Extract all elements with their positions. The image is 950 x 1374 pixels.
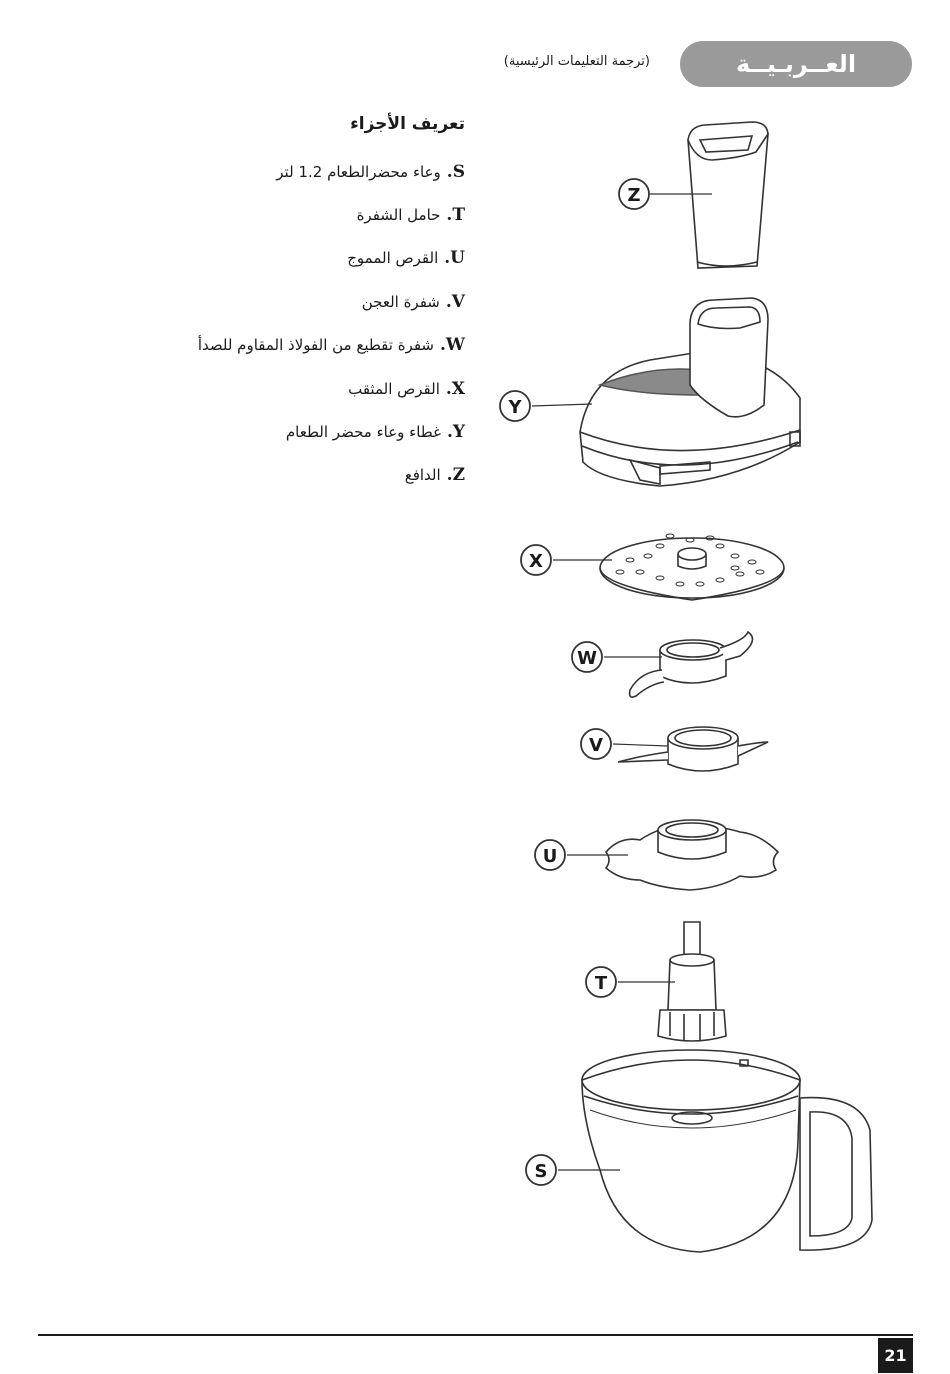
part-item [198,193,465,236]
pusher-drawing [688,122,768,268]
part-name: القرص المثقب [348,379,440,398]
disc-drawing [600,534,784,600]
part-letter: U. [444,248,465,269]
part-item [198,410,465,453]
part-letter: X. [445,378,465,399]
page-number: 21 [878,1338,913,1373]
header-subtitle: (ترجمة التعليمات الرئيسية) [503,54,650,69]
part-name: وعاء محضرالطعام 1.2 لتر [276,162,441,181]
part-item [198,367,465,410]
part-letter: Z. [446,465,465,486]
part-item [198,324,465,367]
kneading-blade-drawing [618,727,768,771]
callout-u: U [542,846,558,867]
part-letter: T. [446,205,465,226]
callout-y: Y [508,397,522,418]
callout-circles [500,179,649,1185]
part-name: القرص المموج [347,249,439,268]
wavy-disc-drawing [606,820,778,890]
part-item [198,150,465,193]
part-letter: W. [439,335,465,356]
part-item [198,280,465,323]
part-letter: Y. [446,422,465,443]
part-letter: V. [445,291,465,312]
callout-w: W [577,648,597,669]
steel-blade-drawing [630,632,753,697]
callout-z: Z [627,185,641,206]
lid-drawing [580,298,800,486]
part-name: حامل الشفرة [356,206,441,225]
part-letter: S. [446,161,465,182]
callout-x: X [529,551,543,572]
callout-t: T [594,973,608,994]
bowl-drawing [582,1050,872,1252]
part-item [198,454,465,497]
part-name: شفرة تقطيع من الفولاذ المقاوم للصدأ [197,336,434,355]
parts-list [198,150,465,497]
callout-s: S [534,1161,548,1182]
part-name: شفرة العجن [361,292,440,311]
language-tab: العــربـيــة [680,41,912,87]
footer-rule [38,1334,913,1336]
part-name: الدافع [404,466,441,485]
section-heading: تعريف الأجزاء [350,114,465,134]
parts-illustration [480,100,950,1300]
callout-v: V [589,735,603,756]
part-item [198,237,465,280]
part-name: غطاء وعاء محضر الطعام [285,423,441,442]
